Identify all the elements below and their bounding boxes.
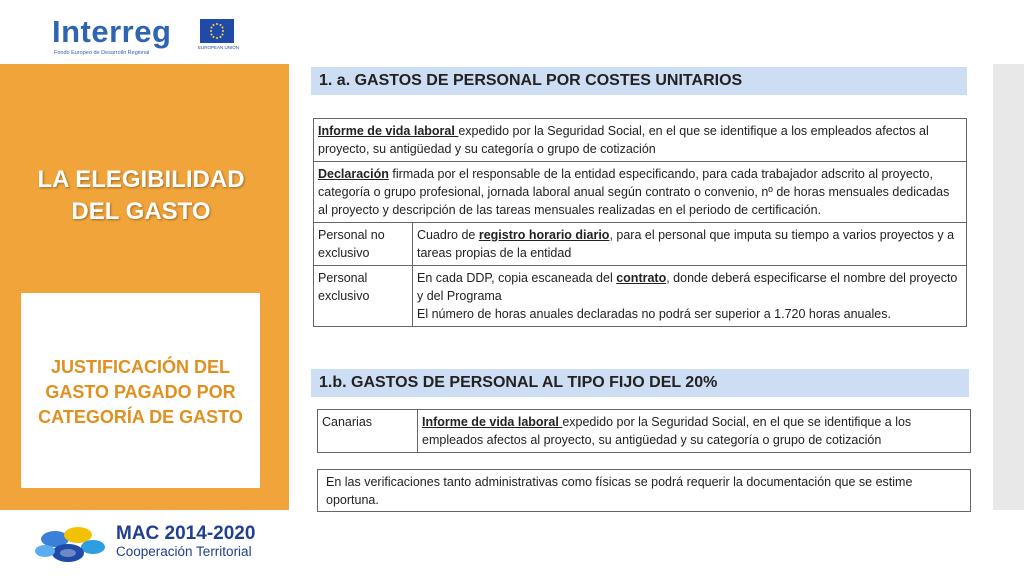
table-cell <box>314 119 967 162</box>
eu-flag-icon <box>200 19 234 43</box>
row-text: , donde deberá especificarse el nombre del proyecto y del Programa <box>417 271 958 303</box>
table-row <box>318 410 971 453</box>
row-text: El número de horas anuales declaradas no podrá ser superior a 1.720 horas anuales. <box>417 307 891 321</box>
interreg-wordmark: Interreg <box>52 14 172 49</box>
row-text: En cada DDP, copia escaneada del <box>417 271 617 285</box>
section-b-heading: 1.b. GASTOS DE PERSONAL AL TIPO FIJO DEL 20% <box>311 369 969 397</box>
row-text: , para el personal que imputa su tiempo a varios proyectos y a tareas propias de la entidad <box>417 228 955 260</box>
right-side-bar <box>993 64 1024 510</box>
registro-horario-link: registro horario diario <box>478 228 610 242</box>
row-label: Canarias <box>318 410 418 453</box>
contrato-link: contrato <box>616 271 667 285</box>
table-cell <box>418 410 971 453</box>
subtitle-line-3: CATEGORÍA DE GASTO <box>38 407 243 427</box>
section-a-heading: 1. a. GASTOS DE PERSONAL POR COSTES UNITARIOS <box>311 67 967 95</box>
row-text: firmada por el responsable de la entidad especificando, para cada trabajador adscrito al proyecto, categoría o grupo profesional, jornada laboral anual según contrato o convenio, nº de horas mensuales dedicadas al proyecto y descripción de las tareas mensuales realizadas en el periodo de certificación. <box>318 167 950 217</box>
section-b-table <box>317 409 971 453</box>
mac-emblem-icon <box>33 521 111 569</box>
title-line-2: DEL GASTO <box>71 198 211 225</box>
interreg-subtitle: Fondo Europeo de Desarrollo Regional <box>54 50 150 56</box>
mac-logo <box>33 521 273 571</box>
row-label: Personal exclusivo <box>314 266 413 327</box>
subtitle-line-1: JUSTIFICACIÓN DEL <box>50 357 230 377</box>
title-line-1: LA ELEGIBILIDAD <box>37 166 245 193</box>
table-cell <box>413 266 967 327</box>
row-label: Personal no exclusivo <box>314 223 413 266</box>
table-row <box>314 162 967 223</box>
row-text: expedido por la Seguridad Social, en el que se identifique a los empleados afectos al proyecto, su antigüedad y su categoría o grupo de cotización <box>422 415 912 447</box>
table-row <box>314 119 967 162</box>
row-text: expedido por la Seguridad Social, en el que se identifique a los empleados afectos al proyecto, su antigüedad y su categoría o grupo de cotización <box>318 124 929 156</box>
table-cell <box>314 162 967 223</box>
note-box: En las verificaciones tanto administrativas como físicas se podrá requerir la documentación que se estime oportuna. <box>317 469 971 512</box>
subtitle-text <box>21 355 260 430</box>
subtitle-box <box>21 293 260 488</box>
subtitle-line-2: GASTO PAGADO POR <box>45 382 236 402</box>
vida-laboral-link: Informe de vida laboral <box>422 415 563 429</box>
row-text: Cuadro de <box>417 228 479 242</box>
mac-subtitle: Cooperación Territorial <box>116 544 252 559</box>
table-cell <box>413 223 967 266</box>
eu-label: EUROPEAN UNION <box>198 45 240 50</box>
table-row <box>314 266 967 327</box>
declaracion-link: Declaración <box>318 167 389 181</box>
interreg-logo <box>52 14 252 60</box>
table-row <box>314 223 967 266</box>
mac-title: MAC 2014-2020 <box>116 523 256 544</box>
page-title <box>0 164 282 228</box>
section-a-table <box>313 118 967 327</box>
vida-laboral-link: Informe de vida laboral <box>318 124 459 138</box>
